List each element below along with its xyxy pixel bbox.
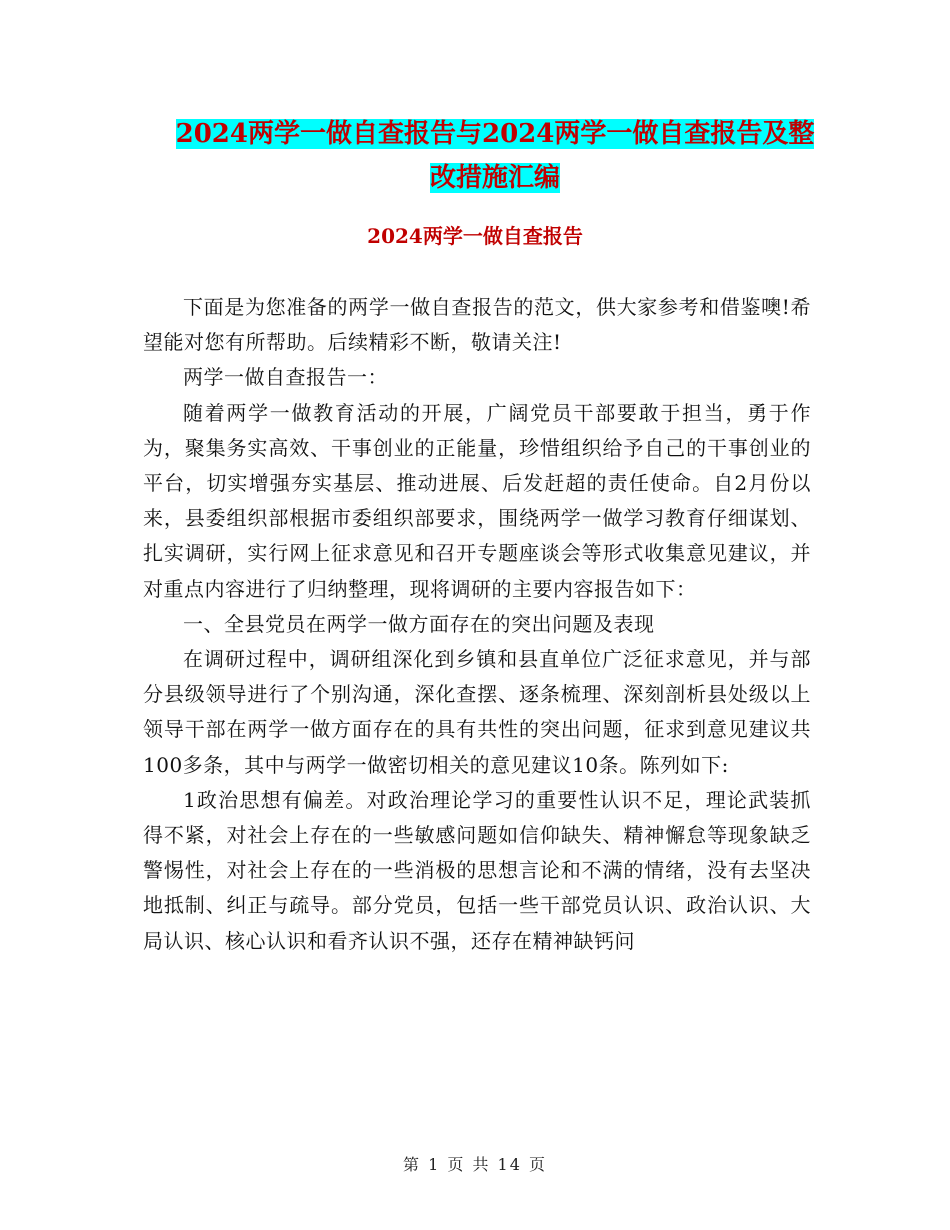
- paragraph: 一、全县党员在两学一做方面存在的突出问题及表现: [183, 611, 655, 636]
- paragraph: 随着两学一做教育活动的开展，广阔党员干部要敢于担当，勇于作为，聚集务实高效、干事创业的正能量，珍惜组织给予自己的干事创业的平台，切实增强夯实基层、推动进展、后发赶超的责任使命。自2月份以来，县委组织部根据市委组织部要求，围绕两学一做学习教育仔细谋划、扎实调研，实行网上征求意见和召开专题座谈会等形式收集意见建议，并对重点内容进行了归纳整理，现将调研的主要内容报告如下：: [143, 400, 811, 601]
- document-title: [140, 112, 850, 200]
- document-body: [143, 290, 811, 959]
- title-line-1: 2024两学一做自查报告与2024两学一做自查报告及整: [175, 119, 815, 149]
- paragraph: 两学一做自查报告一：: [183, 365, 388, 390]
- page-footer: 第 1 页 共 14 页: [403, 1155, 547, 1174]
- paragraph: 在调研过程中，调研组深化到乡镇和县直单位广泛征求意见，并与部分县级领导进行了个别沟通，深化查摆、逐条梳理、深刻剖析县处级以上领导干部在两学一做方面存在的具有共性的突出问题，征求到意见建议共100多条，其中与两学一做密切相关的意见建议10条。陈列如下:: [143, 647, 811, 777]
- paragraph: 下面是为您准备的两学一做自查报告的范文，供大家参考和借鉴噢!希望能对您有所帮助。后续精彩不断，敬请关注!: [143, 295, 811, 355]
- title-line-2: 改措施汇编: [429, 163, 560, 193]
- section-title: 2024两学一做自查报告: [367, 224, 583, 248]
- paragraph: 1政治思想有偏差。对政治理论学习的重要性认识不足，理论武装抓得不紧，对社会上存在的一些敏感问题如信仰缺失、精神懈怠等现象缺乏警惕性，对社会上存在的一些消极的思想言论和不满的情绪，没有去坚决地抵制、纠正与疏导。部分党员，包括一些干部党员认识、政治认识、大局认识、核心认识和看齐认识不强，还存在精神缺钙问: [143, 787, 811, 953]
